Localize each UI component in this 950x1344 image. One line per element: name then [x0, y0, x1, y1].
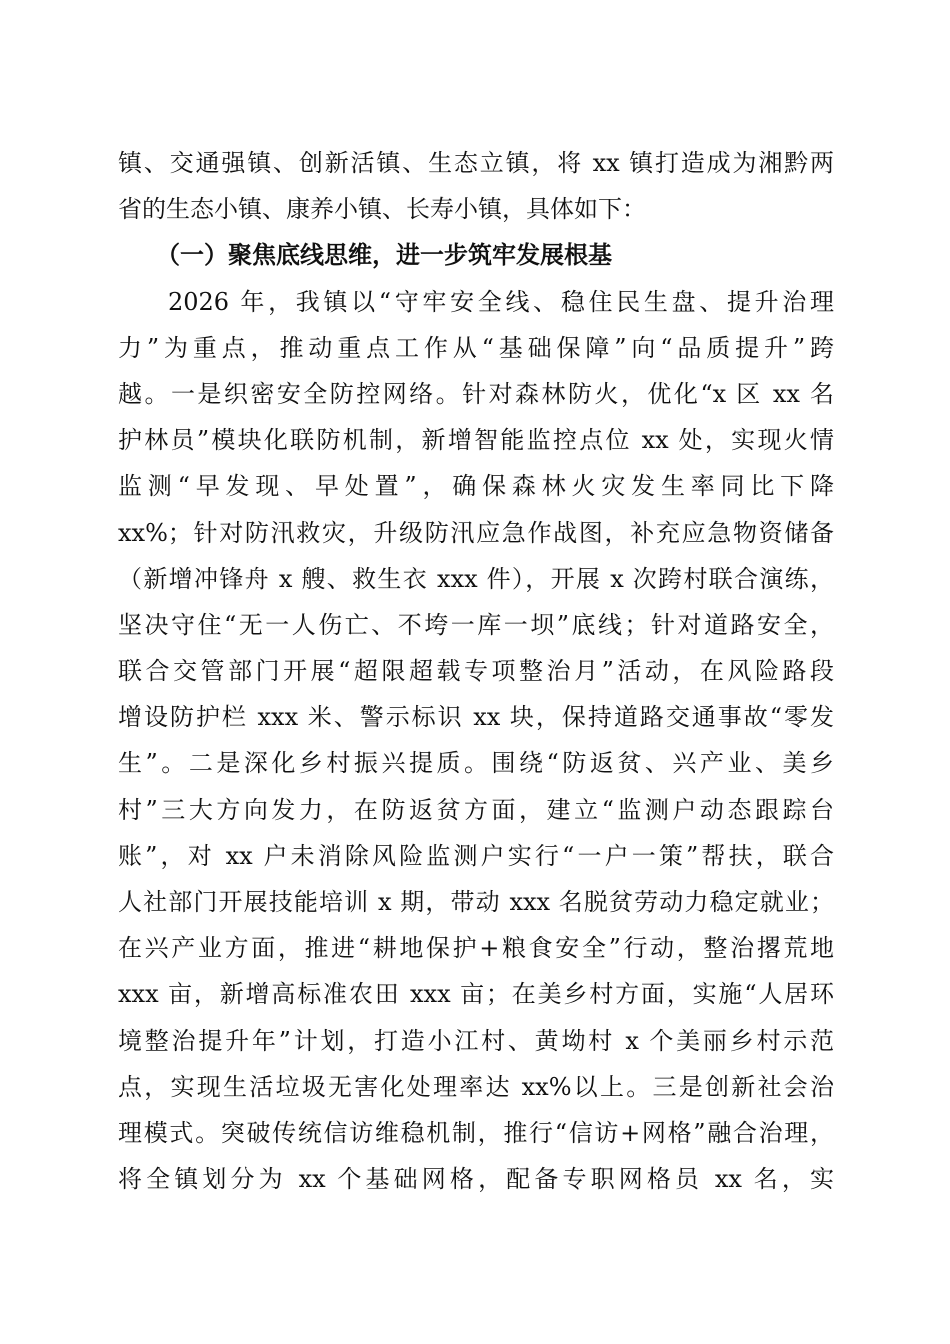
text-line-14: 生”。二是深化乡村振兴提质。围绕“防返贫、兴产业、美乡 [118, 749, 834, 778]
text-line-11: 坚决守住“无一人伤亡、不垮一库一坝”底线；针对道路安全， [118, 610, 834, 639]
document-body [118, 140, 834, 1202]
text-line-15: 村”三大方向发力，在防返贫方面，建立“监测户动态跟踪台 [118, 795, 834, 824]
text-line-6: 越。一是织密安全防控网络。针对森林防火，优化“x 区 xx 名 [118, 379, 834, 408]
text-line-23: 将全镇划分为 xx 个基础网格，配备专职网格员 xx 名，实 [118, 1165, 834, 1194]
text-line-13: 增设防护栏 xxx 米、警示标识 xx 块，保持道路交通事故“零发 [118, 703, 834, 732]
text-line-4: 2026 年，我镇以“守牢安全线、稳住民生盘、提升治理 [168, 287, 834, 316]
text-line-5: 力”为重点，推动重点工作从“基础保障”向“品质提升”跨 [118, 333, 834, 362]
text-line-19: xxx 亩，新增高标准农田 xxx 亩；在美乡村方面，实施“人居环 [118, 980, 834, 1009]
text-line-12: 联合交管部门开展“超限超载专项整治月”活动，在风险路段 [118, 657, 834, 686]
text-line-1: 镇、交通强镇、创新活镇、生态立镇，将 xx 镇打造成为湘黔两 [118, 149, 834, 177]
text-line-2: 省的生态小镇、康养小镇、长寿小镇，具体如下： [118, 195, 646, 224]
text-line-18: 在兴产业方面，推进“耕地保护+粮食安全”行动，整治撂荒地 [118, 934, 834, 963]
section-heading: （一）聚焦底线思维，进一步筑牢发展根基 [156, 240, 612, 270]
text-line-9: xx%；针对防汛救灾，升级防汛应急作战图，补充应急物资储备 [118, 518, 834, 547]
text-line-17: 人社部门开展技能培训 x 期，带动 xxx 名脱贫劳动力稳定就业； [118, 888, 834, 916]
text-line-20: 境整治提升年”计划，打造小江村、黄坳村 x 个美丽乡村示范 [118, 1026, 834, 1055]
text-line-21: 点，实现生活垃圾无害化处理率达 xx%以上。三是创新社会治 [118, 1072, 834, 1101]
text-line-10: （新增冲锋舟 x 艘、救生衣 xxx 件），开展 x 次跨村联合演练， [118, 564, 834, 593]
text-line-22: 理模式。突破传统信访维稳机制，推行“信访+网格”融合治理， [118, 1118, 834, 1147]
text-line-7: 护林员”模块化联防机制，新增智能监控点位 xx 处，实现火情 [118, 426, 834, 455]
text-line-8: 监测“早发现、早处置”，确保森林火灾发生率同比下降 [118, 472, 834, 501]
text-line-16: 账”，对 xx 户未消除风险监测户实行“一户一策”帮扶，联合 [118, 841, 834, 870]
